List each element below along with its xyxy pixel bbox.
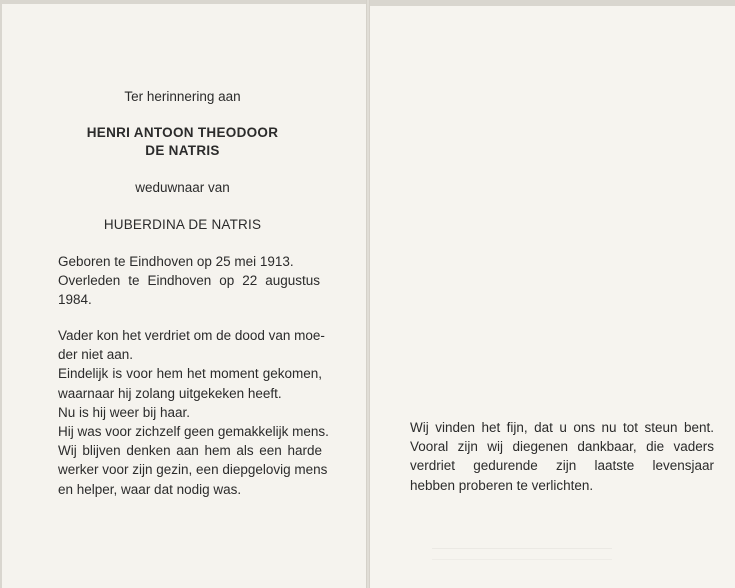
- deceased-name-line2: DE NATRIS: [145, 143, 220, 158]
- thanks-line: Vooral zijn wij diegenen dankbaar, die vaders: [410, 439, 714, 455]
- memorial-line: Wij blijven denken aan hem als een harde: [58, 443, 322, 459]
- thanks-line: verdriet gedurende zijn laatste levensjaar: [410, 458, 714, 474]
- memorial-line: werker voor zijn gezin, een diepgelovig mens: [58, 462, 328, 478]
- memorial-line: Nu is hij weer bij haar.: [58, 404, 191, 420]
- faint-print-mark: [432, 548, 612, 560]
- memorial-line: waarnaar hij zolang uitgekeken heeft.: [58, 385, 282, 401]
- death-year-line: 1984.: [58, 292, 92, 308]
- life-dates: [58, 252, 320, 310]
- memorial-line: Vader kon het verdriet om de dood van moe-: [58, 328, 325, 343]
- relation-text: weduwnaar van: [135, 180, 230, 195]
- intro-text: Ter herinnering aan: [124, 89, 241, 104]
- memorial-line: en helper, waar dat nodig was.: [58, 481, 242, 497]
- thanks-text: [410, 418, 714, 495]
- memorial-line: der niet aan.: [58, 347, 134, 363]
- card-fold: [366, 0, 370, 588]
- memorial-line: Eindelijk is voor hem het moment gekomen,: [58, 366, 322, 382]
- death-line: Overleden te Eindhoven op 22 augustus: [58, 273, 320, 289]
- memorial-text: [58, 326, 329, 499]
- thanks-line: hebben proberen te verlichten.: [410, 477, 594, 493]
- thanks-line: Wij vinden het fijn, dat u ons nu tot steun bent.: [410, 420, 714, 435]
- right-page: [369, 6, 735, 588]
- memorial-line: Hij was voor zichzelf geen gemakkelijk mens.: [58, 424, 329, 440]
- birth-line: Geboren te Eindhoven op 25 mei 1913.: [58, 254, 294, 269]
- spouse-name: HUBERDINA DE NATRIS: [103, 217, 262, 232]
- deceased-name-line1: HENRI ANTOON THEODOOR: [86, 125, 279, 140]
